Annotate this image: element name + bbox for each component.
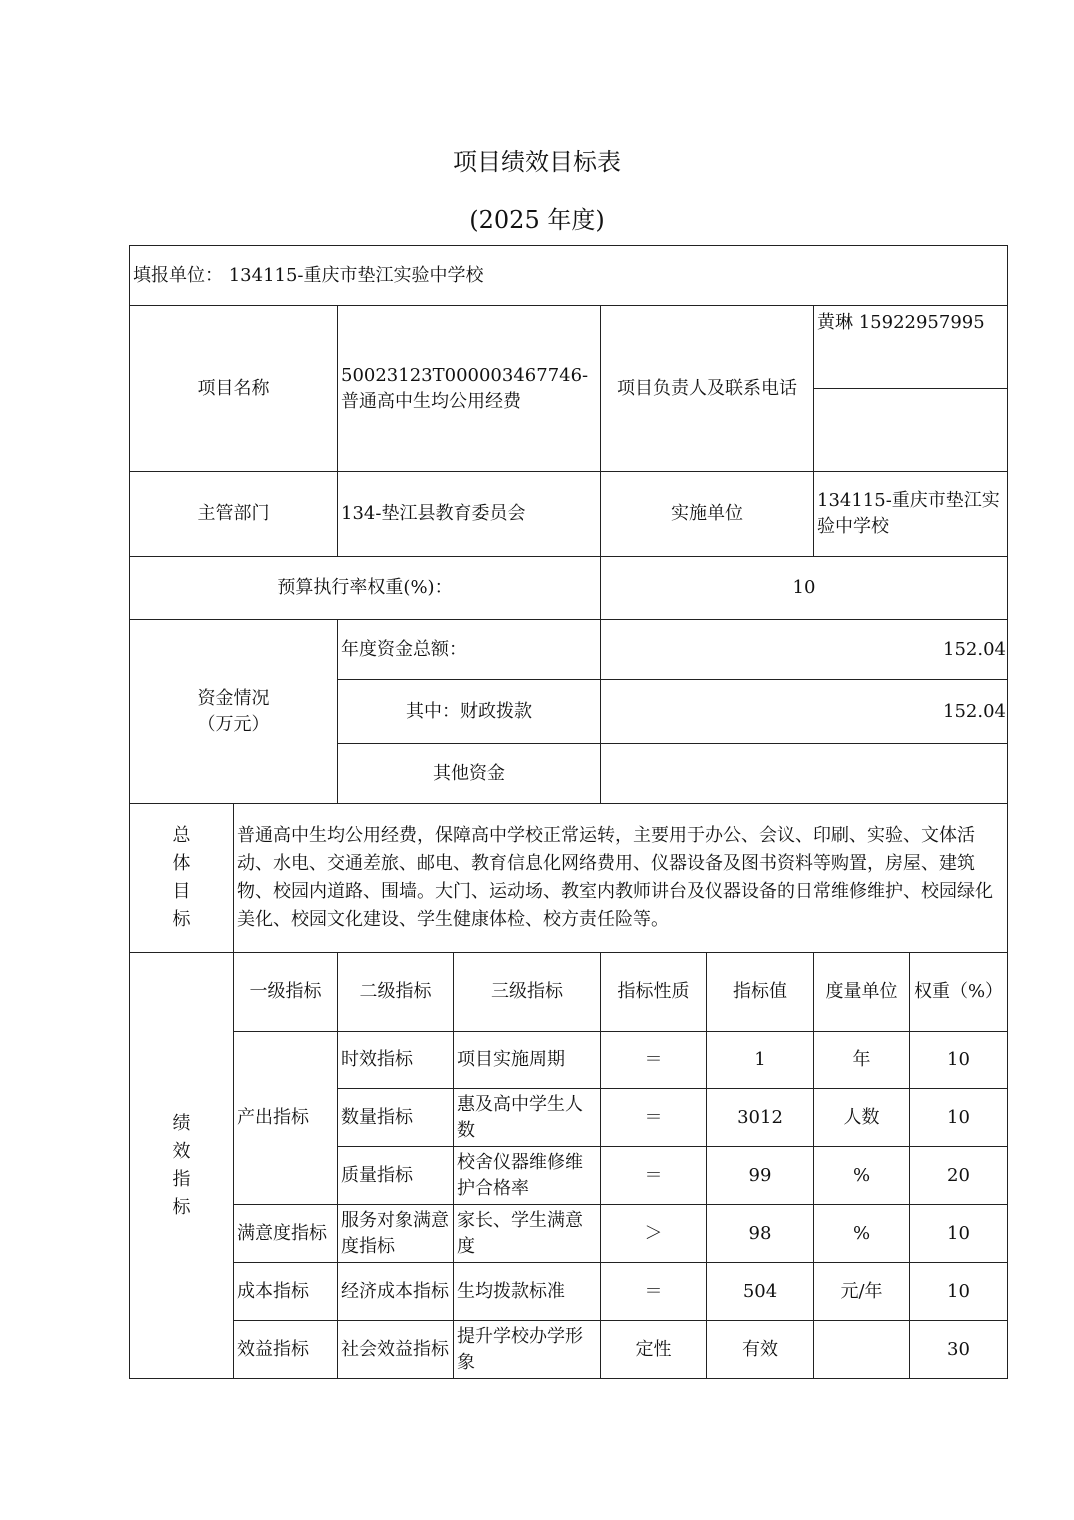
row-level1: 成本指标 [234, 1263, 338, 1321]
row-unit: 元/年 [814, 1263, 910, 1321]
table-row [130, 1032, 1008, 1089]
row-level2: 服务对象满意度指标 [338, 1205, 454, 1263]
page-title: 项目绩效目标表 [453, 148, 621, 176]
table-row [130, 1263, 1008, 1321]
table-row [130, 1205, 1008, 1263]
row-nature: ＞ [601, 1205, 707, 1263]
impl-label: 实施单位 [601, 472, 814, 557]
funds-total-value: 152.04 [601, 620, 1008, 680]
row-level2: 质量指标 [338, 1147, 454, 1205]
dept-value: 134-垫江县教育委员会 [338, 472, 601, 557]
row-value: 98 [707, 1205, 814, 1263]
row-unit: % [814, 1205, 910, 1263]
row-weight: 10 [910, 1032, 1008, 1089]
row-level1: 效益指标 [234, 1321, 338, 1379]
funds-label [130, 620, 338, 804]
header-level2: 二级指标 [338, 953, 454, 1032]
funds-total-label: 年度资金总额： [338, 620, 601, 680]
row-nature: ＝ [601, 1089, 707, 1147]
leader-label: 项目负责人及联系电话 [601, 306, 814, 472]
header-nature: 指标性质 [601, 953, 707, 1032]
performance-table [129, 245, 1008, 1379]
row-level3: 生均拨款标准 [454, 1263, 601, 1321]
funds-other-value [601, 744, 1008, 804]
dept-label: 主管部门 [130, 472, 338, 557]
indicators-label: 绩 效 指 标 [130, 953, 234, 1379]
leader-value: 黄琳 15922957995 [814, 306, 1008, 389]
impl-value: 134115-重庆市垫江实验中学校 [814, 472, 1008, 557]
header-weight: 权重（%） [910, 953, 1008, 1032]
row-nature: ＝ [601, 1263, 707, 1321]
row-unit: % [814, 1147, 910, 1205]
row-level3: 项目实施周期 [454, 1032, 601, 1089]
row-level2: 时效指标 [338, 1032, 454, 1089]
row-unit: 人数 [814, 1089, 910, 1147]
row-level2: 经济成本指标 [338, 1263, 454, 1321]
row-nature: ＝ [601, 1147, 707, 1205]
header-unit: 度量单位 [814, 953, 910, 1032]
project-name-label: 项目名称 [130, 306, 338, 472]
funds-label-line1: 资金情况 [197, 687, 270, 709]
row-weight: 30 [910, 1321, 1008, 1379]
row-level3: 校舍仪器维修维护合格率 [454, 1147, 601, 1205]
row-level3: 家长、学生满意度 [454, 1205, 601, 1263]
budget-rate-value: 10 [601, 557, 1008, 620]
row-weight: 10 [910, 1205, 1008, 1263]
row-level3: 惠及高中学生人数 [454, 1089, 601, 1147]
funds-fiscal-value: 152.04 [601, 680, 1008, 744]
header-level1: 一级指标 [234, 953, 338, 1032]
row-value: 1 [707, 1032, 814, 1089]
goal-label: 总 体 目 标 [130, 804, 234, 953]
funds-other-label: 其他资金 [338, 744, 601, 804]
page-subtitle: (2025 年度) [469, 206, 605, 234]
filing-unit: 填报单位： 134115-重庆市垫江实验中学校 [130, 246, 1008, 306]
row-level1: 产出指标 [234, 1032, 338, 1205]
row-value: 504 [707, 1263, 814, 1321]
row-level1: 满意度指标 [234, 1205, 338, 1263]
header-value: 指标值 [707, 953, 814, 1032]
budget-rate-label: 预算执行率权重(%)： [130, 557, 601, 620]
funds-label-line2: （万元） [197, 713, 270, 735]
row-value: 99 [707, 1147, 814, 1205]
table-row [130, 1321, 1008, 1379]
row-value: 3012 [707, 1089, 814, 1147]
row-nature: ＝ [601, 1032, 707, 1089]
row-weight: 10 [910, 1263, 1008, 1321]
row-nature: 定性 [601, 1321, 707, 1379]
header-level3: 三级指标 [454, 953, 601, 1032]
row-level2: 社会效益指标 [338, 1321, 454, 1379]
row-unit [814, 1321, 910, 1379]
row-weight: 20 [910, 1147, 1008, 1205]
row-level2: 数量指标 [338, 1089, 454, 1147]
row-value: 有效 [707, 1321, 814, 1379]
leader-value-empty [814, 389, 1008, 472]
row-unit: 年 [814, 1032, 910, 1089]
project-name-value: 50023123T000003467746-普通高中生均公用经费 [338, 306, 601, 472]
funds-fiscal-label: 其中：财政拨款 [338, 680, 601, 744]
row-level3: 提升学校办学形象 [454, 1321, 601, 1379]
row-weight: 10 [910, 1089, 1008, 1147]
goal-text: 普通高中生均公用经费，保障高中学校正常运转，主要用于办公、会议、印刷、实验、文体活动、水电、交通差旅、邮电、教育信息化网络费用、仪器设备及图书资料等购置，房屋、建筑物、校园内道路、围墙。大门、运动场、教室内教师讲台及仪器设备的日常维修维护、校园绿化美化、校园文化建设、学生健康体检、校方责任险等。 [234, 804, 1008, 953]
